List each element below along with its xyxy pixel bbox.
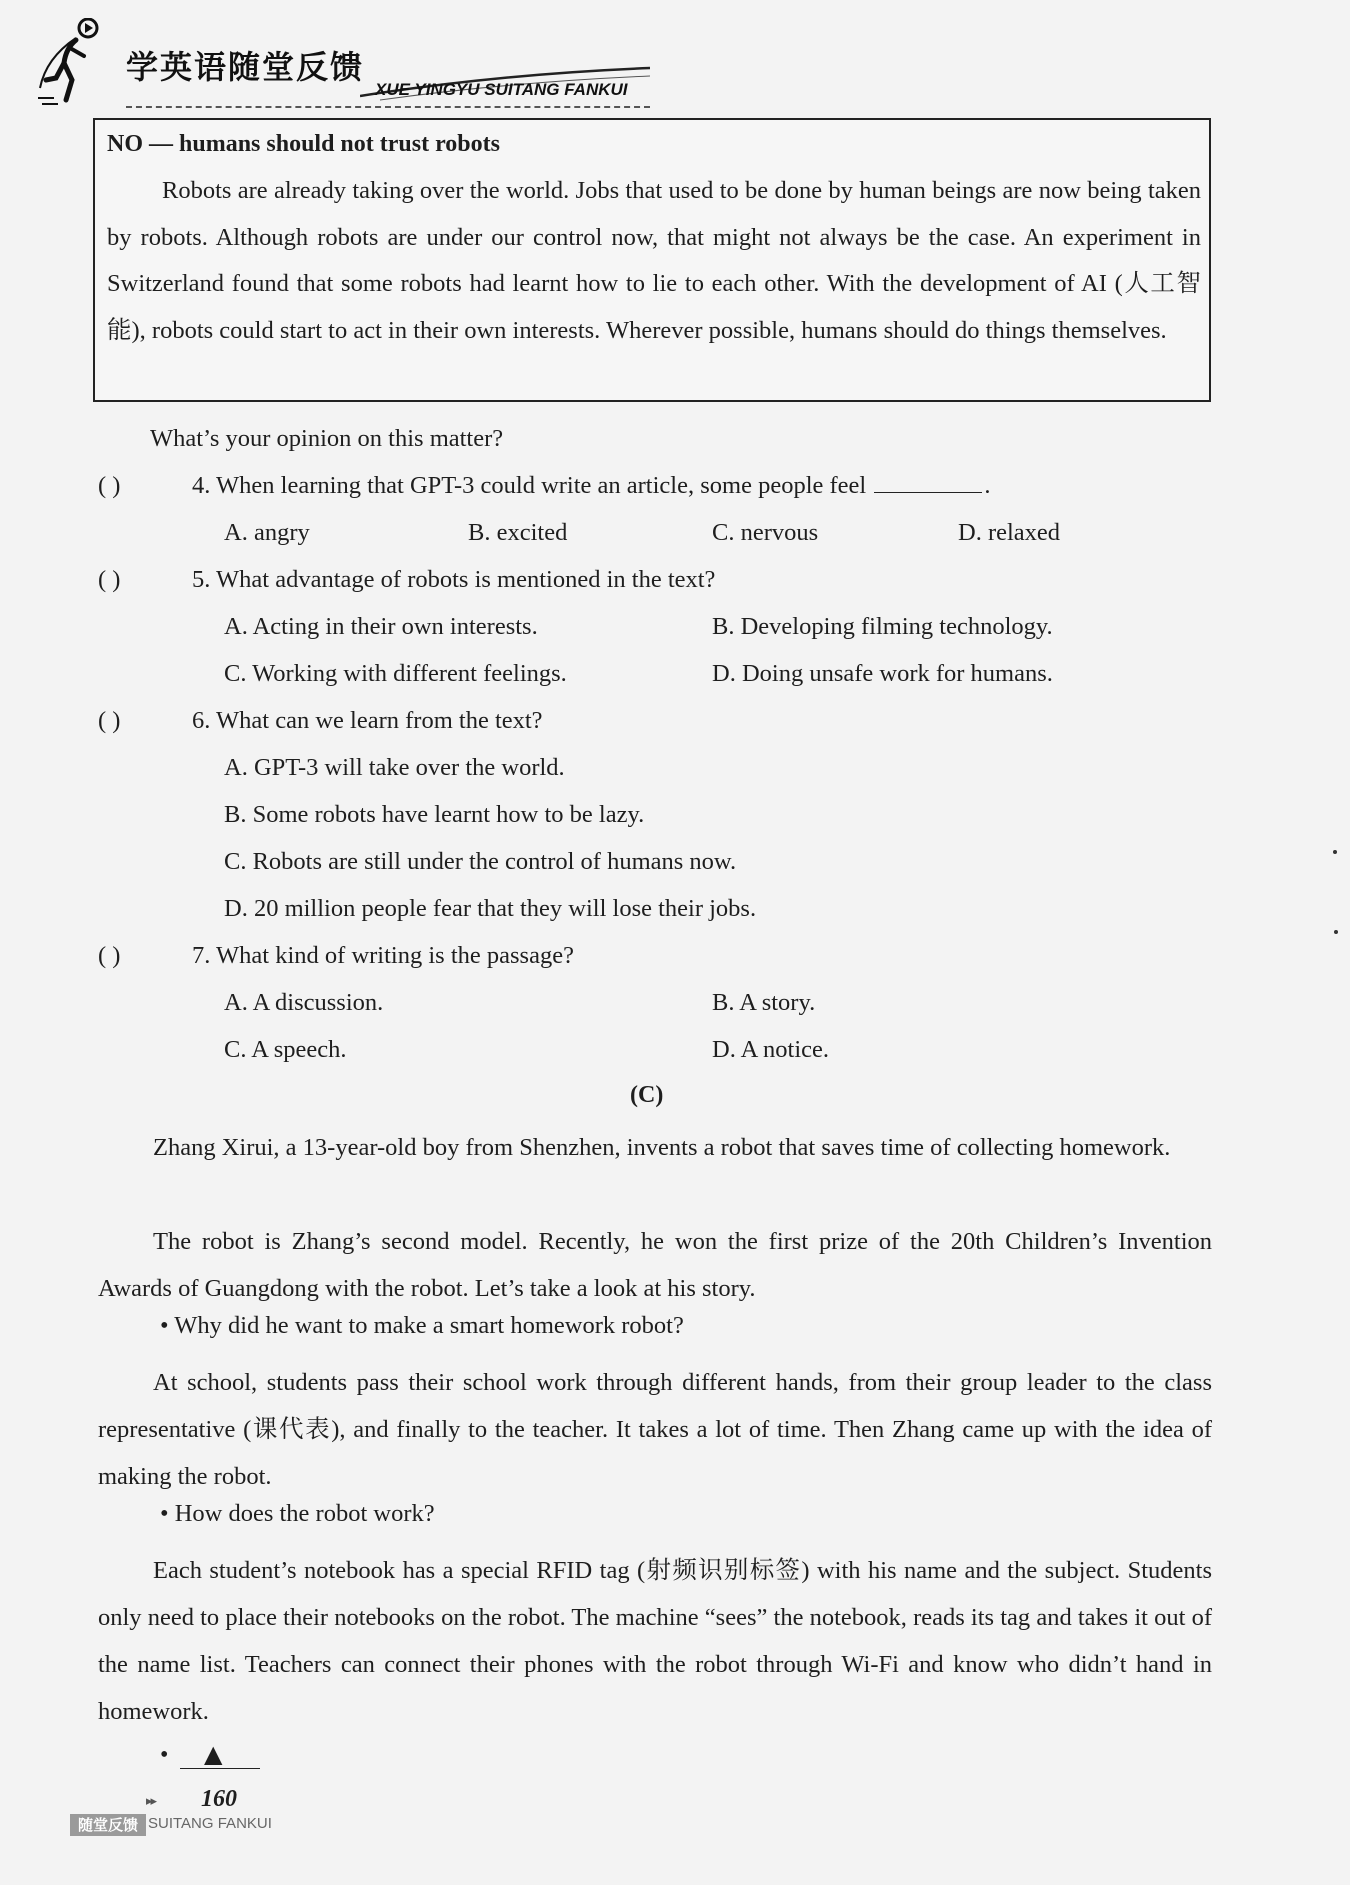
question-6-stem: 6. What can we learn from the text?: [192, 707, 543, 734]
q5-option-b: B. Developing filming technology.: [712, 613, 1053, 640]
question-4-text: 4. When learning that GPT-3 could write an article, some people feel: [192, 472, 867, 499]
scan-speck: [1334, 930, 1338, 934]
q6-option-c: C. Robots are still under the control of humans now.: [224, 848, 737, 875]
q4-option-a: A. angry: [224, 519, 310, 546]
header-title-pinyin: XUE YINGYU SUITANG FANKUI: [375, 80, 628, 99]
question-4-period: .: [984, 472, 991, 499]
answer-paren-q6[interactable]: ( ): [98, 707, 121, 734]
q4-option-d: D. relaxed: [958, 519, 1061, 546]
q5-option-d: D. Doing unsafe work for humans.: [712, 660, 1053, 687]
answer-blank-q4[interactable]: [874, 472, 982, 493]
opinion-question: What’s your opinion on this matter?: [150, 425, 504, 452]
q5-option-c: C. Working with different feelings.: [224, 660, 567, 687]
answer-blank-heading[interactable]: [180, 1768, 260, 1769]
q6-option-d: D. 20 million people fear that they will lose their jobs.: [224, 895, 757, 922]
q7-option-d: D. A notice.: [712, 1036, 830, 1063]
question-7-stem: 7. What kind of writing is the passage?: [192, 942, 574, 969]
q7-option-a: A. A discussion.: [224, 989, 384, 1016]
section-c-bullet-2: • How does the robot work?: [160, 1500, 435, 1527]
section-c-bullet-1: • Why did he want to make a smart homework robot?: [160, 1312, 684, 1339]
passage-box-paragraph: Robots are already taking over the world. Jobs that used to be done by human beings are now being taken by robots. Although robots are under our control now, that might not always be the case. An experiment in Switzerland found that some robots had learnt how to lie to each other. With the development of AI (人工智能), robots could start to act in their own interests. Wherever possible, humans should do things themselves.: [107, 177, 1201, 344]
answer-paren-q4[interactable]: ( ): [98, 472, 121, 499]
q7-option-c: C. A speech.: [224, 1036, 347, 1063]
page-header: [30, 14, 650, 106]
page-number: 160: [201, 1786, 237, 1812]
section-c-paragraph-2: The robot is Zhang’s second model. Recently, he won the first prize of the 20th Children’s Invention Awards of Guangdong with the robot. Let’s take a look at his story.: [98, 1228, 1212, 1302]
section-c-paragraph-4: Each student’s notebook has a special RFID tag (射频识别标签) with his name and the subject. Students only need to place their notebooks on the robot. The machine “sees” the notebook, reads its tag and takes it out of the name list. Teachers can connect their phones with the robot through Wi-Fi and know who didn’t hand in homework.: [98, 1557, 1212, 1725]
section-c-bullet-3: [160, 1740, 260, 1770]
question-4-stem: [192, 472, 990, 500]
answer-paren-q7[interactable]: ( ): [98, 942, 121, 969]
question-5-stem: 5. What advantage of robots is mentioned in the text?: [192, 566, 716, 593]
header-title-cn: 学英语随堂反馈: [126, 48, 365, 86]
q4-option-b: B. excited: [468, 519, 568, 546]
section-c-paragraph-3: At school, students pass their school work through different hands, from their group leader to the class representative (课代表), and finally to the teacher. It takes a lot of time. Then Zhang came up with the idea of making the robot.: [98, 1369, 1212, 1490]
passage-box-title: NO — humans should not trust robots: [107, 131, 500, 157]
footer-tag-cn: 随堂反馈: [70, 1814, 146, 1836]
footer-tag-pinyin: SUITANG FANKUI: [148, 1815, 272, 1832]
triangle-marker-icon: ▲: [204, 1740, 223, 1768]
section-c-heading: (C): [630, 1082, 664, 1108]
section-c-paragraph-1: Zhang Xirui, a 13-year-old boy from Shenzhen, invents a robot that saves time of collecting homework.: [153, 1134, 1171, 1161]
footer-arrows-icon: ▸▸: [146, 1794, 156, 1809]
runner-logo-icon: [36, 18, 106, 108]
q5-option-a: A. Acting in their own interests.: [224, 613, 538, 640]
q7-option-b: B. A story.: [712, 989, 816, 1016]
q6-option-a: A. GPT-3 will take over the world.: [224, 754, 565, 781]
bullet-dot: •: [160, 1742, 169, 1768]
q4-option-c: C. nervous: [712, 519, 819, 546]
q6-option-b: B. Some robots have learnt how to be lazy.: [224, 801, 645, 828]
scan-speck: [1333, 850, 1337, 854]
answer-paren-q5[interactable]: ( ): [98, 566, 121, 593]
header-divider: [126, 106, 650, 108]
